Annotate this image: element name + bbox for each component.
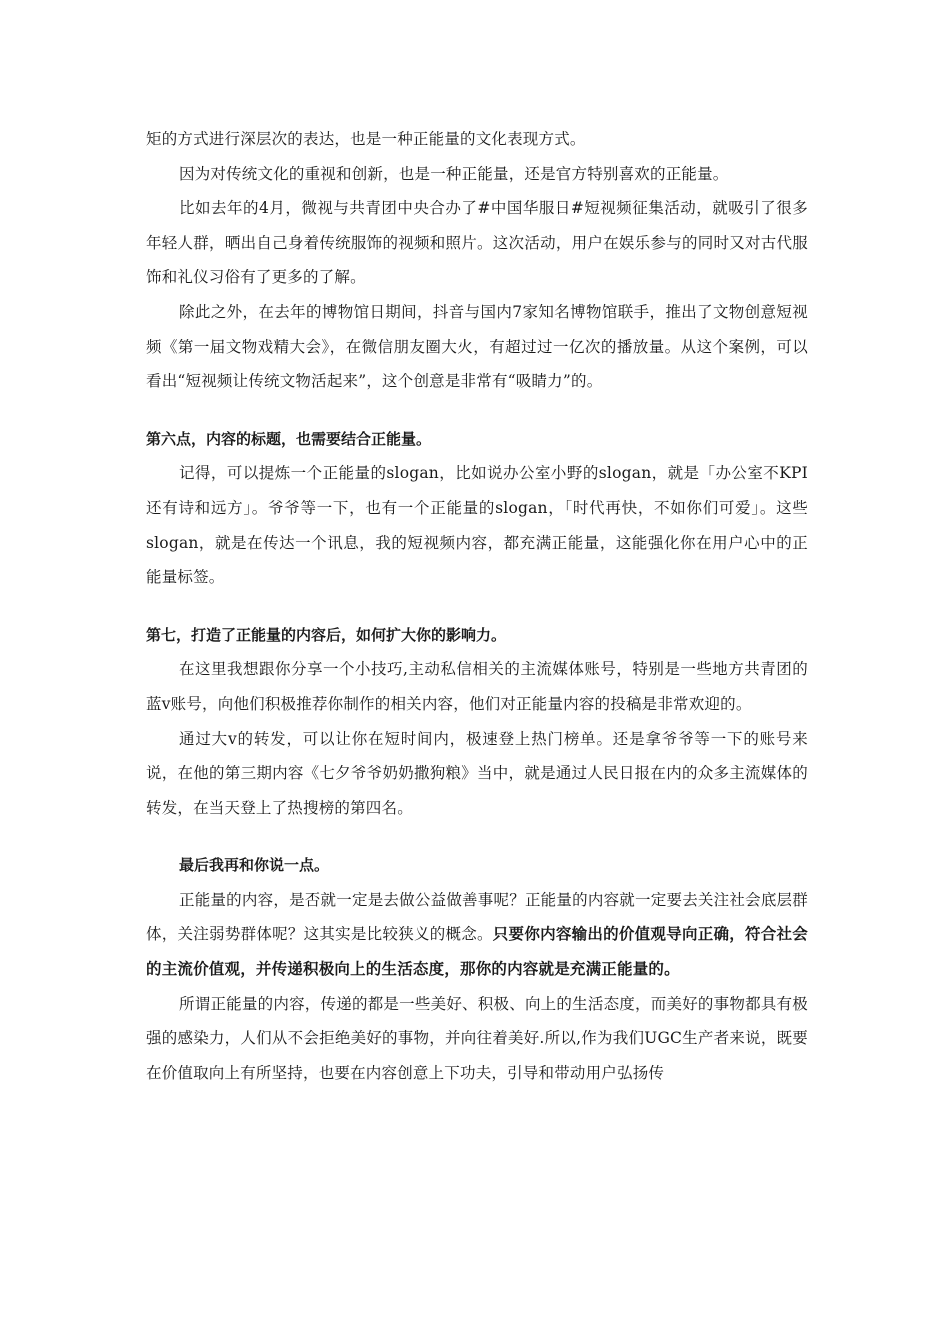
paragraph-museum-day: 除此之外，在去年的博物馆日期间，抖音与国内7家知名博物馆联手，推出了文物创意短视频《第一届文物戏精大会》，在微信朋友圈大火，有超过过一亿次的播放量。从这个案例，可以看出“短视频让传统文物活起来”，这个创意是非常有“吸睛力”的。 (146, 302, 808, 391)
paragraph-slogan: 记得，可以提炼一个正能量的slogan，比如说办公室小野的slogan，就是「办公室不KPI还有诗和远方」。爷爷等一下，也有一个正能量的slogan，「时代再快，不如你们可爱」。这些slogan，就是在传达一个讯息，我的短视频内容，都充满正能量，这能强化你在用户心中的正能量标签。 (146, 464, 808, 587)
paragraph-huafu-day: 比如去年的4月，微视与共青团中央合办了#中国华服日#短视频征集活动，就吸引了很多年轻人群，晒出自己身着传统服饰的视频和照片。这次活动，用户在娱乐参与的同时又对古代服饰和礼仪习俗有了更多的了解。 (146, 199, 808, 287)
heading-point-seven: 第七，打造了正能量的内容后，如何扩大你的影响力。 (146, 625, 507, 644)
paragraph-ugc-producers: 所谓正能量的内容，传递的都是一些美好、积极、向上的生活态度，而美好的事物都具有极强的感染力，人们从不会拒绝美好的事物，并向往着美好.所以,作为我们UGC生产者来说，既要在价值取向上有所坚持，也要在内容创意上下功夫，引导和带动用户弘扬传 (146, 994, 808, 1082)
paragraph-emphasis-text: 只要你内容输出的价值观导向正确，符合社会的主流价值观，并传递积极向上的生活态度，那你的内容就是充满正能量的。 (146, 924, 808, 979)
paragraph-traditional-culture: 因为对传统文化的重视和创新，也是一种正能量，还是官方特别喜欢的正能量。 (179, 164, 729, 183)
section-gap (146, 399, 808, 422)
heading-point-six: 第六点，内容的标题，也需要结合正能量。 (146, 429, 432, 448)
paragraph-normal-text: 正能量的内容，是否就一定是去做公益做善事呢？正能量的内容就一定要去关注社会底层群体，关注弱势群体呢？这其实是比较狭义的概念。 (146, 890, 808, 944)
section-gap (146, 825, 808, 848)
paragraph-positive-energy-definition (146, 883, 808, 987)
section-gap (146, 595, 808, 618)
heading-final-point: 最后我再和你说一点。 (179, 856, 330, 875)
document-body (146, 122, 808, 1090)
paragraph-continuation: 矩的方式进行深层次的表达，也是一种正能量的文化表现方式。 (146, 130, 586, 148)
paragraph-tip: 在这里我想跟你分享一个小技巧,主动私信相关的主流媒体账号，特别是一些地方共青团的蓝v账号，向他们积极推荐你制作的相关内容，他们对正能量内容的投稿是非常欢迎的。 (146, 660, 808, 713)
paragraph-big-v: 通过大v的转发，可以让你在短时间内，极速登上热门榜单。还是拿爷爷等一下的账号来说，在他的第三期内容《七夕爷爷奶奶撒狗粮》当中，就是通过人民日报在内的众多主流媒体的转发，在当天登上了热搜榜的第四名。 (146, 729, 808, 817)
